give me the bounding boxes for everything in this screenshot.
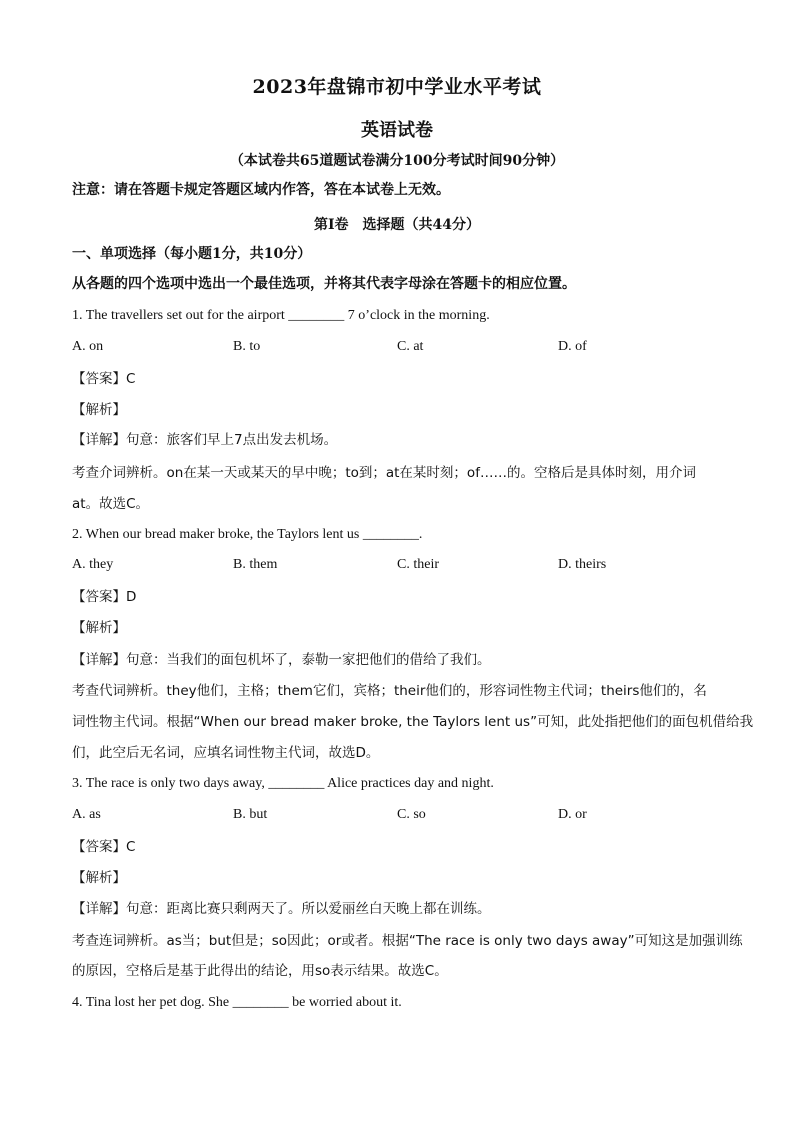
question-2-detail-2: 考查代词辨析。they他们，主格；them它们，宾格；their他们的，形容词性物主代词；theirs他们的，名 xyxy=(72,683,707,699)
section-title: 一、单项选择（每小题1分，共10分） xyxy=(72,246,312,262)
question-1-option-c: C. at xyxy=(397,339,424,354)
question-3-detail-1: 【详解】句意：距离比赛只剩两天了。所以爱丽丝白天晚上都在训练。 xyxy=(72,901,491,917)
instruction: 从各题的四个选项中选出一个最佳选项，并将其代表字母涂在答题卡的相应位置。 xyxy=(72,276,576,292)
question-2-detail-4: 们，此空后无名词，应填名词性物主代词，故选D。 xyxy=(72,745,380,761)
question-2-detail-1: 【详解】句意：当我们的面包机坏了，泰勒一家把他们的借给了我们。 xyxy=(72,652,491,668)
question-1-analysis: 【解析】 xyxy=(72,402,126,418)
question-1-answer: 【答案】C xyxy=(72,371,136,387)
exam-info: （本试卷共65道题试卷满分100分考试时间90分钟） xyxy=(229,153,565,169)
question-2-option-d: D. theirs xyxy=(558,557,607,572)
question-3-answer: 【答案】C xyxy=(72,839,136,855)
question-1-option-d: D. of xyxy=(558,339,587,354)
exam-subtitle: 英语试卷 xyxy=(361,120,433,141)
question-3-detail-2: 考查连词辨析。as当；but但是；so因此；or或者。根据“The race is only two days away”可知这是加强训练 xyxy=(72,933,743,949)
question-3-option-a: A. as xyxy=(72,807,101,822)
question-3-option-b: B. but xyxy=(233,807,268,822)
part-title: 第Ⅰ卷 选择题（共44分） xyxy=(313,217,481,233)
question-2-option-a: A. they xyxy=(72,557,114,572)
question-1-stem: 1. The travellers set out for the airport ________ 7 o’clock in the morning. xyxy=(72,308,490,323)
exam-title: 2023年盘锦市初中学业水平考试 xyxy=(252,76,542,98)
question-1-detail-3: at。故选C。 xyxy=(72,496,149,512)
question-3-option-c: C. so xyxy=(397,807,426,822)
question-1-detail-2: 考查介词辨析。on在某一天或某天的早中晚；to到；at在某时刻；of……的。空格后是具体时刻，用介词 xyxy=(72,465,696,481)
question-3-option-d: D. or xyxy=(558,807,587,822)
question-2-detail-3: 词性物主代词。根据“When our bread maker broke, the Taylors lent us”可知，此处指把他们的面包机借给我 xyxy=(72,714,754,730)
question-2-stem: 2. When our bread maker broke, the Taylors lent us ________. xyxy=(72,527,423,542)
question-4-stem: 4. Tina lost her pet dog. She ________ be worried about it. xyxy=(72,995,402,1010)
question-2-analysis: 【解析】 xyxy=(72,620,126,636)
notice: 注意：请在答题卡规定答题区域内作答，答在本试卷上无效。 xyxy=(72,182,450,198)
question-1-option-a: A. on xyxy=(72,339,104,354)
question-3-stem: 3. The race is only two days away, ________ Alice practices day and night. xyxy=(72,776,494,791)
question-1-option-b: B. to xyxy=(233,339,261,354)
question-1-detail-1: 【详解】句意：旅客们早上7点出发去机场。 xyxy=(72,432,338,448)
question-3-detail-3: 的原因，空格后是基于此得出的结论，用so表示结果。故选C。 xyxy=(72,963,448,979)
question-3-analysis: 【解析】 xyxy=(72,870,126,886)
question-2-option-c: C. their xyxy=(397,557,439,572)
question-2-option-b: B. them xyxy=(233,557,278,572)
question-2-answer: 【答案】D xyxy=(72,589,137,605)
